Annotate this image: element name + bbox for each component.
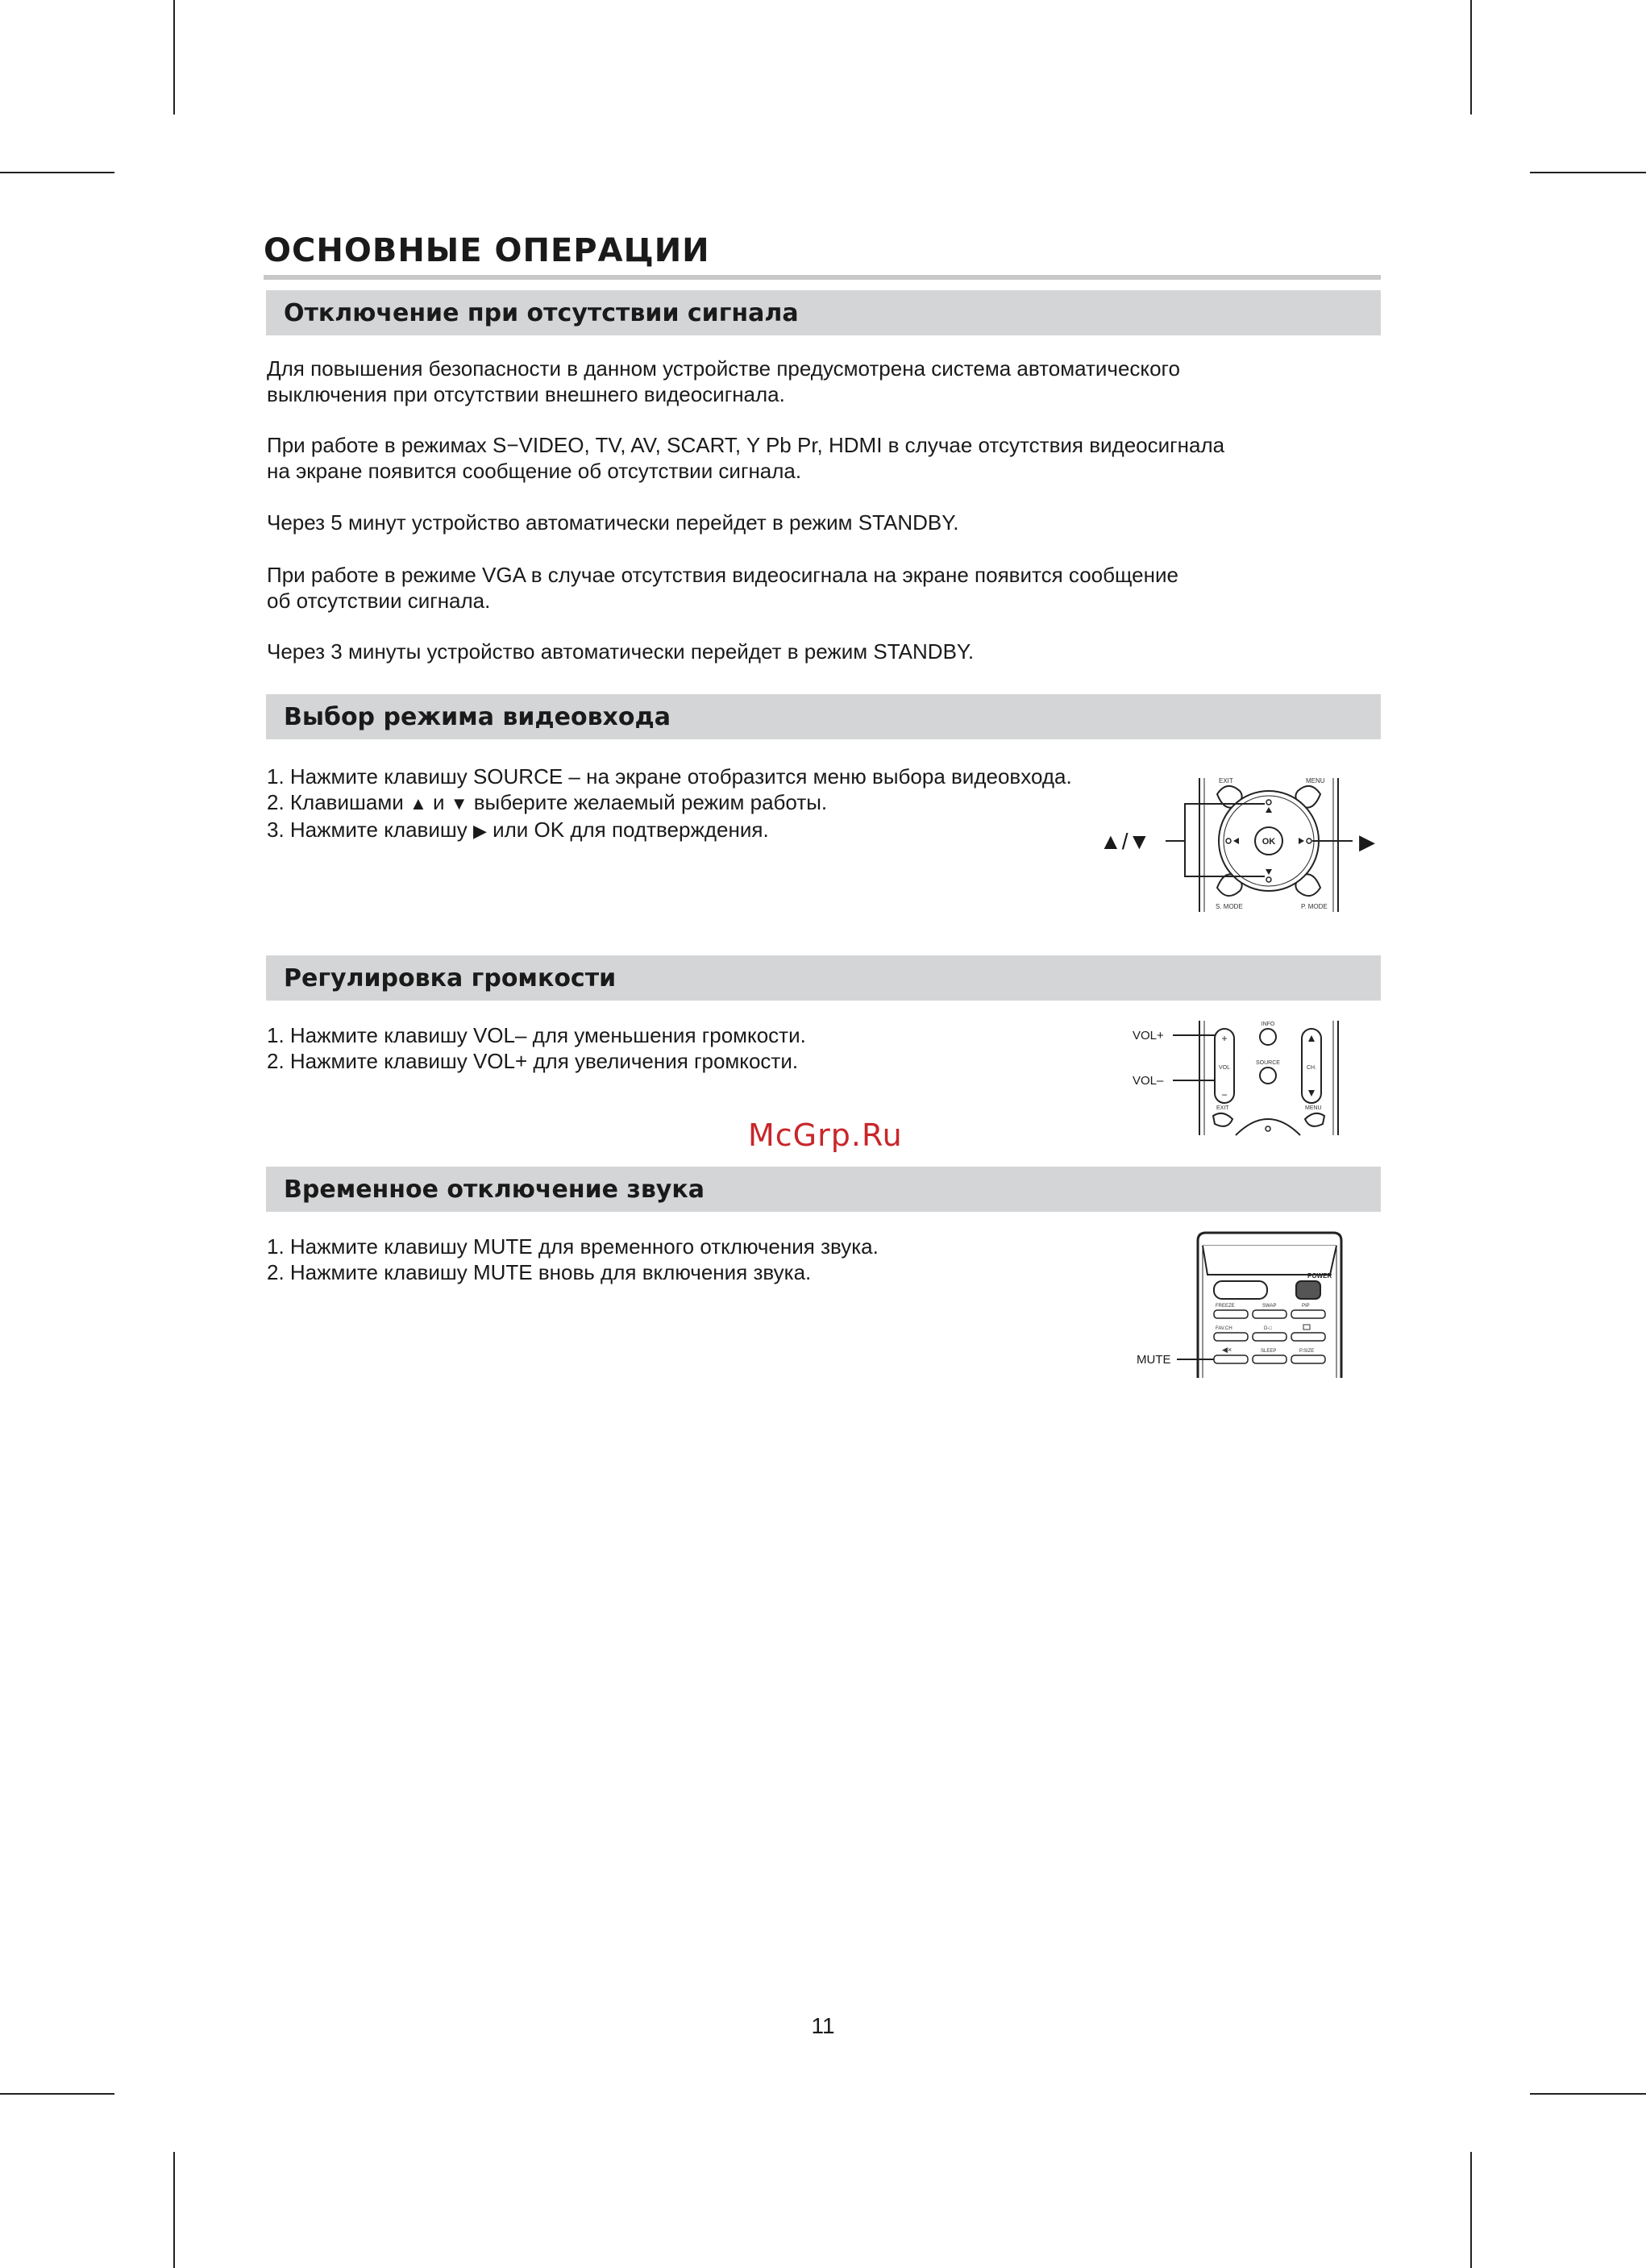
sleep-label: SLEEP (1261, 1349, 1277, 1354)
power-button[interactable] (1296, 1281, 1320, 1299)
step-text: выберите желаемый режим работы. (468, 790, 828, 814)
section-header-no-signal: Отключение при отсутствии сигнала (266, 290, 1381, 335)
remote-mute-illustration (1137, 1230, 1395, 1380)
menu-label: MENU (1306, 777, 1325, 784)
crop-mark (0, 2093, 114, 2095)
sleep-button[interactable] (1253, 1355, 1286, 1363)
page-title: ОСНОВНЫЕ ОПЕРАЦИИ (264, 232, 710, 269)
fav-label: FAV.CH (1216, 1326, 1232, 1331)
psize-button[interactable] (1291, 1355, 1325, 1363)
up-arrow-icon: ▲ (409, 793, 427, 814)
source-button[interactable] (1260, 1067, 1276, 1084)
ch-label: CH. (1306, 1065, 1317, 1071)
crop-mark (1530, 2093, 1646, 2095)
menu-label: MENU (1305, 1105, 1322, 1111)
pip-label: PIP (1302, 1304, 1310, 1309)
callout-vol-plus: VOL+ (1133, 1029, 1164, 1042)
section-header-input-select: Выбор режима видеовхода (266, 694, 1381, 739)
paragraph-standby-5 (267, 510, 958, 535)
freeze-button[interactable] (1214, 1310, 1248, 1318)
dual-label: D-□ (1264, 1326, 1272, 1331)
text-line: Через 3 минуты устройство автоматически перейдет в режим STANDBY. (267, 639, 975, 664)
step-1: 1. Нажмите клавишу MUTE для временного отключения звука. (267, 1234, 879, 1259)
callout-mute: MUTE (1137, 1353, 1171, 1367)
watermark: McGrp.Ru (748, 1117, 903, 1153)
callout-vol-minus: VOL– (1133, 1074, 1164, 1088)
ok-label: OK (1262, 837, 1276, 847)
text-line: При работе в режимах S−VIDEO, TV, AV, SCART, Y Pb Pr, HDMI в случае отсутствия видеосигнала (267, 433, 1225, 457)
psize-label: P.SIZE (1299, 1349, 1315, 1354)
crop-mark (1470, 0, 1472, 114)
step-1: 1. Нажмите клавишу SOURCE – на экране отобразится меню выбора видеовхода. (267, 764, 1072, 789)
down-arrow-icon: ▼ (450, 793, 468, 814)
title-rule (264, 275, 1381, 280)
paragraph-standby-3 (267, 639, 974, 664)
picture-button[interactable] (1291, 1333, 1325, 1341)
crop-mark (1530, 172, 1646, 173)
info-label: INFO (1261, 1022, 1275, 1027)
steps-volume (267, 1022, 806, 1074)
swap-label: SWAP (1262, 1304, 1277, 1309)
power-label: POWER (1307, 1272, 1332, 1280)
crop-mark (173, 0, 175, 114)
section-header-mute: Временное отключение звука (266, 1167, 1381, 1212)
crop-mark (0, 172, 114, 173)
svg-text:+: + (1221, 1033, 1228, 1044)
step-2: 2. Нажмите клавишу VOL+ для увеличения громкости. (267, 1049, 799, 1073)
text-line: Для повышения безопасности в данном устройстве предусмотрена система автоматического (267, 356, 1180, 381)
picture-icon (1303, 1325, 1310, 1330)
step-2: 2. Нажмите клавишу MUTE вновь для включения звука. (267, 1260, 812, 1284)
svg-text:−: − (1221, 1089, 1228, 1101)
source-label: SOURCE (1256, 1060, 1280, 1066)
text-line: Через 5 минут устройство автоматически перейдет в режим STANDBY. (267, 510, 959, 535)
swap-button[interactable] (1253, 1310, 1286, 1318)
step-1: 1. Нажмите клавишу VOL– для уменьшения громкости. (267, 1023, 806, 1047)
mute-button[interactable] (1214, 1355, 1248, 1363)
vol-label: VOL (1218, 1065, 1231, 1071)
paragraph-intro (267, 356, 1180, 407)
paragraph-modes (267, 432, 1224, 484)
crop-mark (173, 2152, 175, 2268)
step-text: или OK для подтверждения. (486, 818, 769, 842)
smode-label: S. MODE (1216, 903, 1243, 910)
step-text: 2. Клавишами (267, 790, 409, 814)
crop-mark (1470, 2152, 1472, 2268)
text-line: При работе в режиме VGA в случае отсутствия видеосигнала на экране появится сообщение (267, 563, 1178, 587)
right-arrow-icon: ▶ (472, 821, 487, 841)
section-header-volume: Регулировка громкости (266, 955, 1381, 1001)
ir-window (1203, 1246, 1336, 1275)
paragraph-vga (267, 562, 1178, 614)
exit-label: EXIT (1216, 1105, 1229, 1111)
dual-button[interactable] (1253, 1333, 1286, 1341)
display-window (1214, 1281, 1267, 1299)
page-number: 11 (811, 2013, 835, 2038)
callout-right-label: ▶ (1359, 830, 1375, 854)
freeze-label: FREEZE (1216, 1304, 1235, 1309)
step-2 (267, 789, 1072, 817)
callout-up-down-label: ▲/▼ (1099, 829, 1151, 854)
fav-button[interactable] (1214, 1333, 1248, 1341)
step-text: и (426, 790, 451, 814)
pmode-label: P. MODE (1301, 903, 1328, 910)
remote-navigation-illustration (1096, 770, 1388, 915)
info-button[interactable] (1260, 1029, 1276, 1045)
steps-input-select (267, 764, 1072, 844)
remote-volume-illustration (1133, 1017, 1390, 1138)
text-line: на экране появится сообщение об отсутствии сигнала. (267, 459, 802, 483)
mute-icon: ◀× (1222, 1346, 1232, 1354)
step-text: 3. Нажмите клавишу (267, 818, 473, 842)
pip-button[interactable] (1291, 1310, 1325, 1318)
text-line: об отсутствии сигнала. (267, 589, 491, 613)
step-3 (267, 817, 1072, 844)
text-line: выключения при отсутствии внешнего видеосигнала. (267, 382, 785, 406)
steps-mute (267, 1234, 879, 1285)
exit-label: EXIT (1219, 777, 1233, 784)
